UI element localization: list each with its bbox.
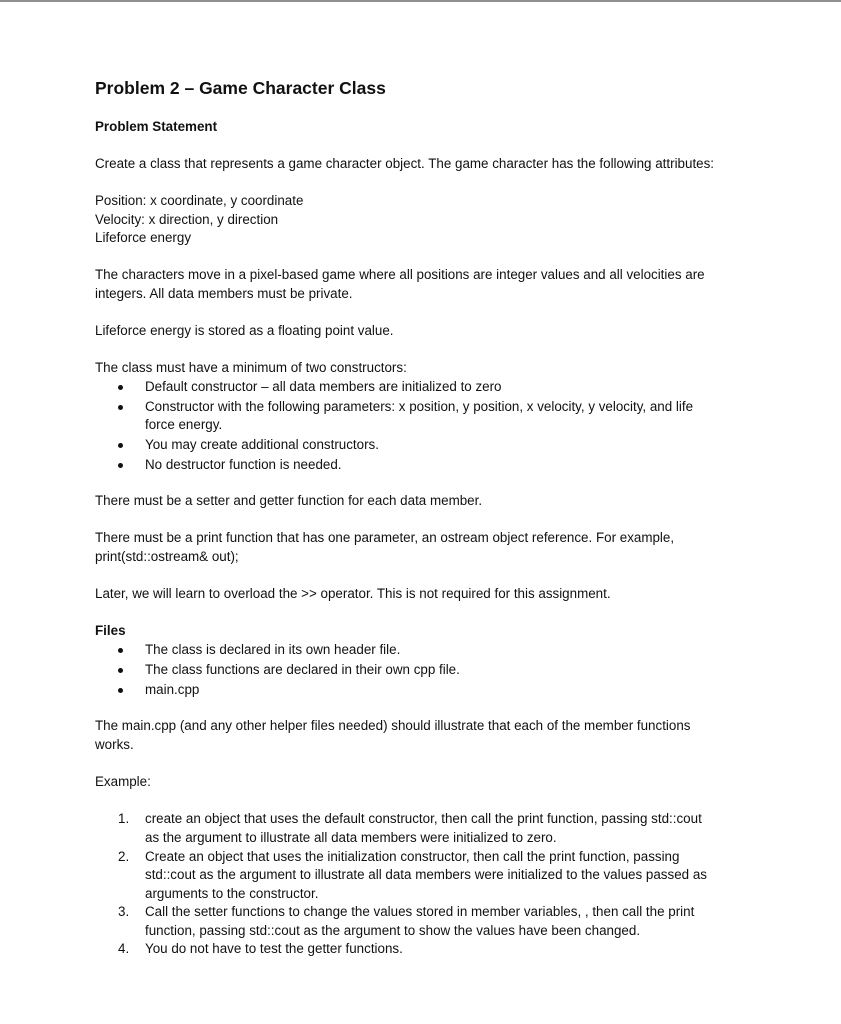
bullet-icon — [118, 688, 123, 693]
top-border — [0, 0, 841, 2]
constructors-intro: The class must have a minimum of two constructors: — [95, 360, 407, 375]
item-number: 2. — [118, 849, 130, 864]
list-item — [0, 641, 841, 661]
numbered-item-text: Create an object that uses the initialization constructor, then call the print function, passing — [145, 849, 680, 864]
item-number: 4. — [118, 941, 130, 956]
numbered-item-text: arguments to the constructor. — [145, 886, 319, 901]
attribute-lifeforce: Lifeforce energy — [95, 230, 192, 245]
numbered-item-text: std::cout as the argument to illustrate all data members were initialized to the values passed as — [145, 867, 707, 882]
item-number: 1. — [118, 811, 130, 826]
bullet-icon — [118, 385, 123, 390]
print-paragraph-line-1: There must be a print function that has one parameter, an ostream object reference. For example, — [95, 530, 675, 545]
bullet-icon — [118, 405, 123, 410]
list-item-text: main.cpp — [145, 682, 200, 697]
item-number: 3. — [118, 904, 130, 919]
main-paragraph-line-1: The main.cpp (and any other helper files needed) should illustrate that each of the member functions — [95, 718, 691, 733]
list-item-text: No destructor function is needed. — [145, 457, 342, 472]
list-item-text: Constructor with the following parameters: x position, y position, x velocity, y velocity, and life — [145, 399, 694, 414]
numbered-item — [0, 940, 841, 960]
numbered-item-text: function, passing std::cout as the argument to show the values have been changed. — [145, 923, 641, 938]
pixel-paragraph-line-2: integers. All data members must be private. — [95, 286, 353, 301]
list-item-text: Default constructor – all data members are initialized to zero — [145, 379, 502, 394]
numbered-item-text: You do not have to test the getter functions. — [145, 941, 403, 956]
main-paragraph-line-2: works. — [95, 737, 134, 752]
list-item — [0, 456, 841, 476]
bullet-icon — [118, 463, 123, 468]
numbered-item-text: as the argument to illustrate all data members were initialized to zero. — [145, 830, 557, 845]
intro-paragraph: Create a class that represents a game character object. The game character has the following attributes: — [95, 156, 715, 171]
numbered-item-text: Call the setter functions to change the values stored in member variables, , then call the print — [145, 904, 695, 919]
list-item-text: You may create additional constructors. — [145, 437, 379, 452]
numbered-item-continuation — [0, 885, 841, 905]
numbered-item — [0, 810, 841, 830]
files-heading: Files — [95, 623, 126, 638]
numbered-item — [0, 903, 841, 923]
problem-statement-heading: Problem Statement — [95, 119, 218, 134]
print-paragraph-line-2: print(std::ostream& out); — [95, 549, 239, 564]
list-item — [0, 398, 841, 418]
numbered-item-continuation — [0, 829, 841, 849]
example-label: Example: — [95, 774, 151, 789]
numbered-item-continuation — [0, 922, 841, 942]
numbered-item-text: create an object that uses the default constructor, then call the print function, passing std::cout — [145, 811, 702, 826]
list-item — [0, 378, 841, 398]
list-item-text: force energy. — [145, 417, 223, 432]
attribute-position: Position: x coordinate, y coordinate — [95, 193, 304, 208]
numbered-item-continuation — [0, 866, 841, 886]
setter-paragraph: There must be a setter and getter function for each data member. — [95, 493, 483, 508]
lifeforce-paragraph: Lifeforce energy is stored as a floating point value. — [95, 323, 394, 338]
list-item — [0, 681, 841, 701]
later-paragraph: Later, we will learn to overload the >> operator. This is not required for this assignment. — [95, 586, 611, 601]
page-title: Problem 2 – Game Character Class — [95, 78, 386, 98]
numbered-item — [0, 848, 841, 868]
bullet-icon — [118, 648, 123, 653]
list-item-continuation — [0, 416, 841, 436]
bullet-icon — [118, 668, 123, 673]
list-item — [0, 436, 841, 456]
list-item — [0, 661, 841, 681]
list-item-text: The class functions are declared in their own cpp file. — [145, 662, 460, 677]
attribute-velocity: Velocity: x direction, y direction — [95, 212, 279, 227]
bullet-icon — [118, 443, 123, 448]
pixel-paragraph-line-1: The characters move in a pixel-based game where all positions are integer values and all velocities are — [95, 267, 705, 282]
list-item-text: The class is declared in its own header file. — [145, 642, 401, 657]
